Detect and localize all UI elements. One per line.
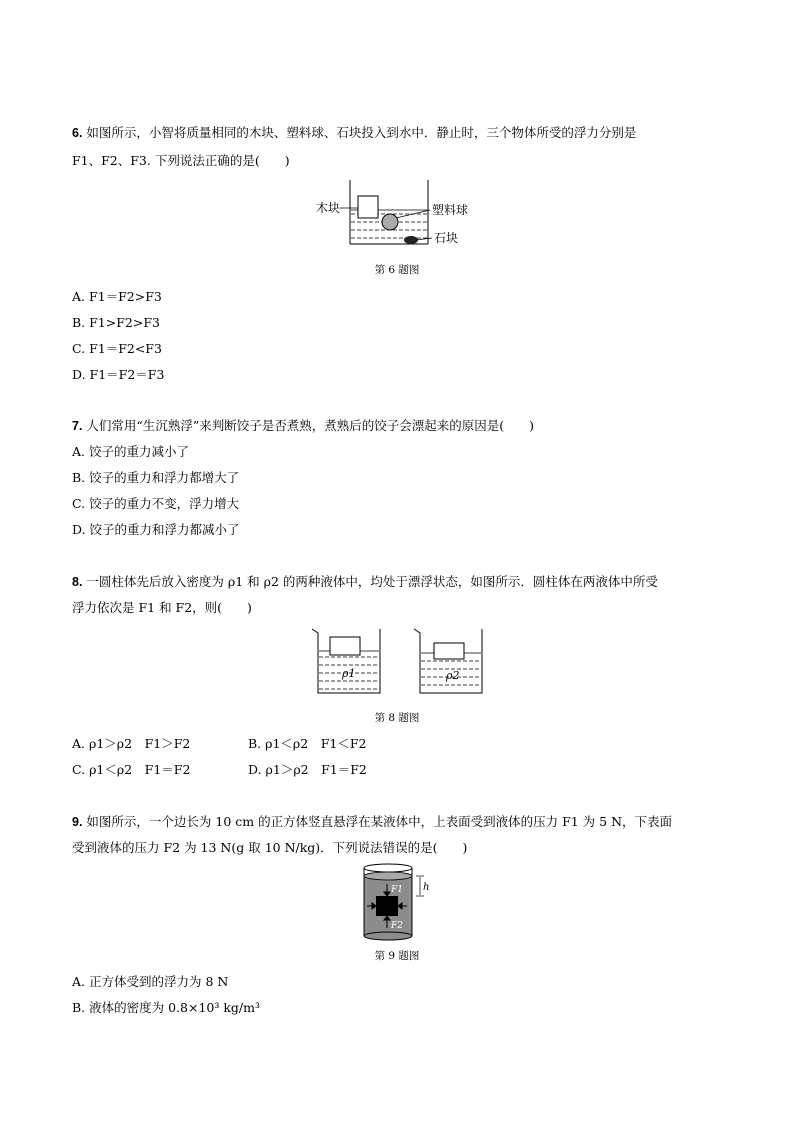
q6-stem bbox=[72, 124, 636, 142]
q6-option-c: C. F1＝F2<F3 bbox=[72, 341, 162, 356]
q8-stem bbox=[72, 573, 658, 591]
q9-option-a: A. 正方体受到的浮力为 8 N bbox=[72, 974, 229, 989]
q6-stem-text: 如图所示，小智将质量相同的木块、塑料球、石块投入到水中．静止时，三个物体所受的浮力分别是 bbox=[86, 125, 637, 140]
q7-option-a: A. 饺子的重力减小了 bbox=[72, 444, 189, 459]
q9-stem-text: 如图所示，一个边长为 10 cm 的正方体竖直悬浮在某液体中，上表面受到液体的压力 F1 为 5 N，下表面 bbox=[86, 814, 673, 829]
q8-option-c: C. ρ1＜ρ2 F1＝F2 bbox=[72, 762, 191, 777]
q6-figure bbox=[310, 178, 500, 250]
q7-number: 7. bbox=[72, 419, 83, 433]
q7-stem-text: 人们常用“生沉熟浮”来判断饺子是否煮熟，煮熟后的饺子会漂起来的原因是( ) bbox=[86, 418, 534, 433]
q6-option-d: D. F1＝F2＝F3 bbox=[72, 367, 165, 382]
q7-stem bbox=[72, 417, 534, 435]
q7-option-d: D. 饺子的重力和浮力都减小了 bbox=[72, 522, 240, 537]
q6-option-b: B. F1>F2>F3 bbox=[72, 315, 160, 330]
q7-option-c: C. 饺子的重力不变，浮力增大 bbox=[72, 496, 240, 511]
q8-option-a: A. ρ1＞ρ2 F1＞F2 bbox=[72, 736, 191, 751]
q7-option-b: B. 饺子的重力和浮力都增大了 bbox=[72, 470, 240, 485]
q9-number: 9. bbox=[72, 815, 83, 829]
wood-block bbox=[358, 196, 378, 218]
q9-option-b: B. 液体的密度为 0.8×10³ kg/m³ bbox=[72, 1000, 261, 1015]
cylinder-left bbox=[330, 637, 360, 655]
q6-number: 6. bbox=[72, 126, 83, 140]
cube bbox=[376, 896, 398, 916]
plastic-ball bbox=[382, 214, 398, 230]
q6-caption: 第 6 题图 bbox=[374, 264, 420, 276]
q8-caption: 第 8 题图 bbox=[374, 712, 420, 724]
q6-stem-line2: F1、F2、F3. 下列说法正确的是( ) bbox=[72, 153, 290, 168]
q9-figure bbox=[358, 862, 438, 942]
label-f2: F2 bbox=[391, 921, 403, 931]
label-rho2: ρ2 bbox=[446, 669, 460, 682]
q9-stem bbox=[72, 813, 672, 831]
q8-figure bbox=[308, 625, 488, 697]
q8-option-d: D. ρ1＞ρ2 F1＝F2 bbox=[248, 762, 367, 777]
q6-option-a: A. F1＝F2>F3 bbox=[72, 289, 162, 304]
q8-option-b: B. ρ1＜ρ2 F1＜F2 bbox=[248, 736, 367, 751]
label-h: h bbox=[423, 882, 430, 893]
stone bbox=[404, 236, 418, 244]
label-stone: 石块 bbox=[434, 231, 459, 245]
q8-stem-text: 一圆柱体先后放入密度为 ρ1 和 ρ2 的两种液体中，均处于漂浮状态，如图所示．圆柱体在两液体中所受 bbox=[86, 574, 658, 589]
q8-number: 8. bbox=[72, 575, 83, 589]
label-rho1: ρ1 bbox=[342, 667, 356, 680]
q8-stem-line2: 浮力依次是 F1 和 F2，则( ) bbox=[72, 600, 252, 615]
label-f1: F1 bbox=[391, 885, 403, 895]
label-ball: 塑料球 bbox=[432, 203, 469, 217]
q9-caption: 第 9 题图 bbox=[374, 950, 420, 962]
q9-stem-line2: 受到液体的压力 F2 为 13 N(g 取 10 N/kg)．下列说法错误的是( ) bbox=[72, 840, 468, 855]
cylinder-right bbox=[434, 643, 464, 659]
label-wood: 木块 bbox=[316, 201, 341, 215]
